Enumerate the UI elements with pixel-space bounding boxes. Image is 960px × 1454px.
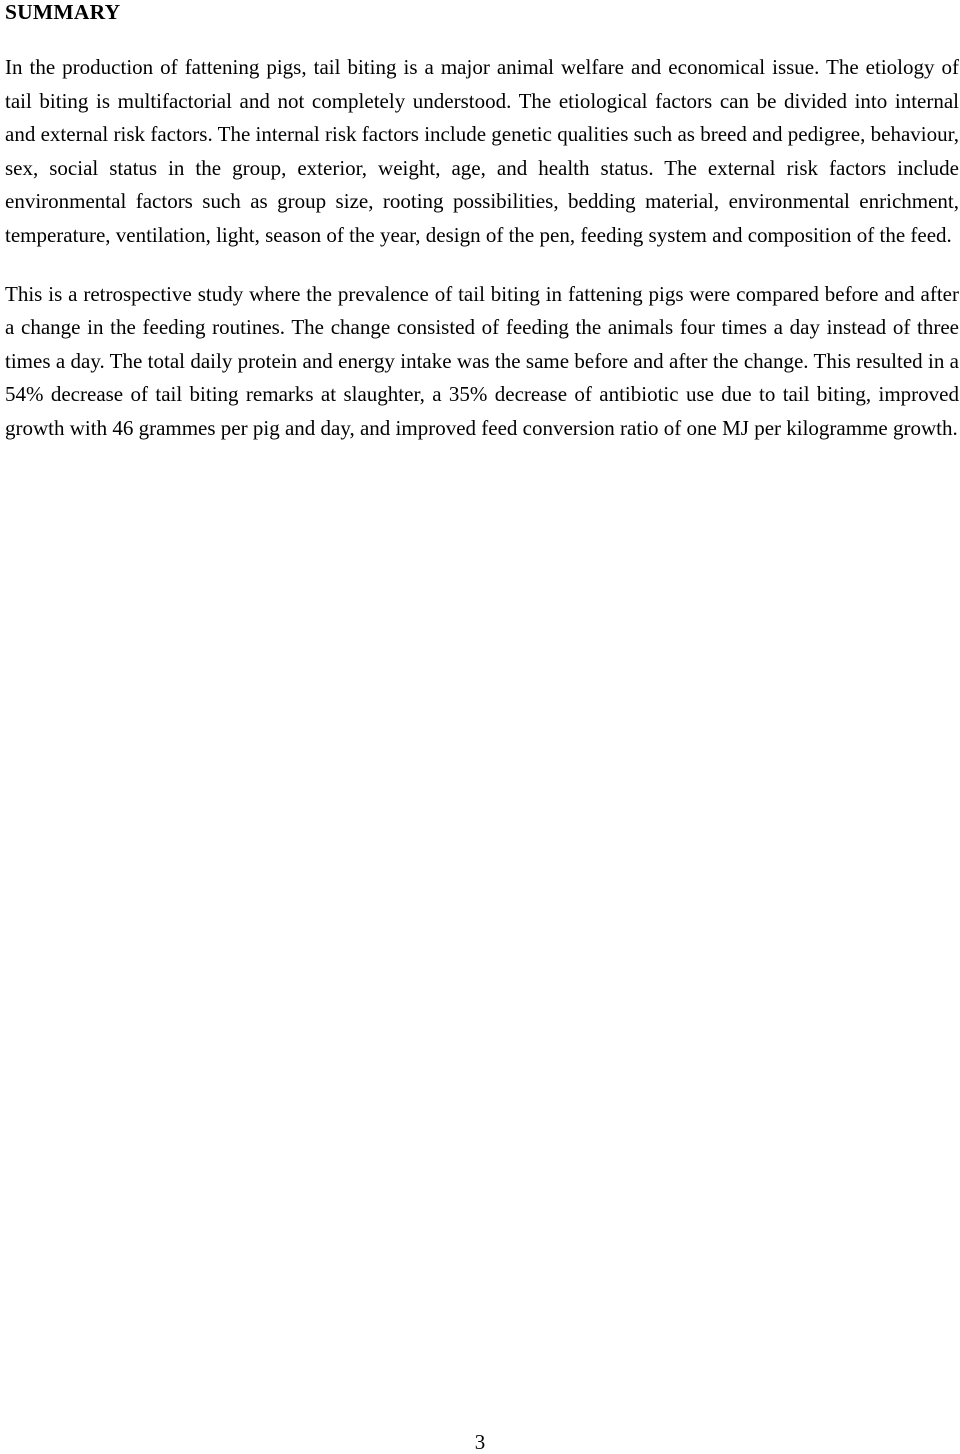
summary-paragraph-2: This is a retrospective study where the prevalence of tail biting in fattening pigs were compared before and after a change in the feeding routines. The change consisted of feeding the animals four times a day instead of three times a day. The total daily protein and energy intake was the same before and after the change. This resulted in a 54% decrease of tail biting remarks at slaughter, a 35% decrease of antibiotic use due to tail biting, improved growth with 46 grammes per pig and day, and improved feed conversion ratio of one MJ per kilogramme growth. [5, 281, 959, 440]
page-number: 3 [474, 1430, 486, 1454]
summary-paragraph-1: In the production of fattening pigs, tail biting is a major animal welfare and economical issue. The etiology of tail biting is multifactorial and not completely understood. The etiological factors can be divided into internal and external risk factors. The internal risk factors include genetic qualities such as breed and pedigree, behaviour, sex, social status in the group, exterior, weight, age, and health status. The external risk factors include environmental factors such as group size, rooting possibilities, bedding material, environmental enrichment, temperature, ventilation, light, season of the year, design of the pen, feeding system and composition of the feed. [5, 55, 959, 247]
section-heading: SUMMARY [5, 0, 121, 24]
document-page [5, 0, 959, 446]
